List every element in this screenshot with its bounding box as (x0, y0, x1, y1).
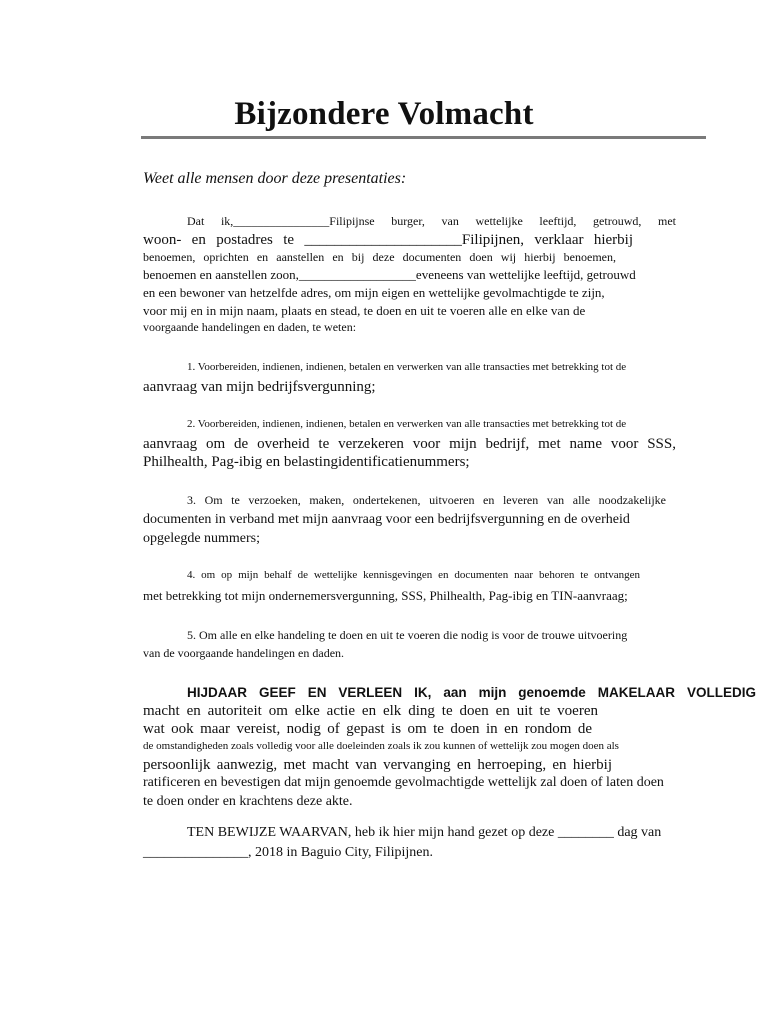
paragraph1-line: benoemen, oprichten en aanstellen en bij deze documenten doen wij hierbij benoemen, (143, 250, 616, 264)
title-divider (141, 136, 706, 139)
paragraph1-line: woon- en postadres te _____________________Filipijnen, verklaar hierbij (143, 232, 633, 248)
paragraph1-line: en een bewoner van hetzelfde adres, om mijn eigen en wettelijke gevolmachtigde te zijn, (143, 285, 605, 300)
witness-line: _______________, 2018 in Baguio City, Filipijnen. (143, 845, 433, 860)
item4-line: met betrekking tot mijn ondernemersvergunning, SSS, Philhealth, Pag-ibig en TIN-aanvraag; (143, 588, 628, 603)
item5-line: 5. Om alle en elke handeling te doen en uit te voeren die nodig is voor de trouwe uitvoering (187, 628, 628, 642)
grant-line: wat ook maar vereist, nodig of gepast is om te doen in en rondom de (143, 721, 592, 737)
item4-line: 4. om op mijn behalf de wettelijke kennisgevingen en documenten naar behoren te ontvangen (187, 569, 640, 581)
item1-line: aanvraag van mijn bedrijfsvergunning; (143, 379, 376, 395)
witness-line: TEN BEWIJZE WAARVAN, heb ik hier mijn hand gezet op deze ________ dag van (187, 825, 662, 840)
paragraph1-line: voorgaande handelingen en daden, te weten: (143, 320, 357, 334)
item3-line: 3. Om te verzoeken, maken, ondertekenen, uitvoeren en leveren van alle noodzakelijke (187, 493, 666, 507)
item3-line: documenten in verband met mijn aanvraag voor een bedrijfsvergunning en de overheid (143, 512, 630, 527)
item2-line: aanvraag om de overheid te verzekeren voor mijn bedrijf, met name voor SSS, (143, 436, 676, 452)
item1-line: 1. Voorbereiden, indienen, indienen, betalen en verwerken van alle transacties met betrekking tot de (187, 361, 627, 373)
grant-line: ratificeren en bevestigen dat mijn genoemde gevolmachtigde wettelijk zal doen of laten doen (143, 775, 664, 790)
grant-line: macht en autoriteit om elke actie en elk ding te doen en uit te voeren (143, 703, 598, 719)
grant-line: de omstandigheden zoals volledig voor alle doeleinden zoals ik zou kunnen of wettelijk zou mogen doen als (143, 740, 619, 752)
grant-line: persoonlijk aanwezig, met macht van vervanging en herroeping, en hierbij (143, 757, 612, 773)
paragraph1-line: benoemen en aanstellen zoon,__________________eveneens van wettelijke leeftijd, getrouwd (143, 267, 636, 282)
grant-line: HIJDAAR GEEF EN VERLEEN IK, aan mijn genoemde MAKELAAR VOLLEDIG (187, 685, 756, 700)
intro-line: Weet alle mensen door deze presentaties: (143, 170, 407, 187)
paragraph1-line: Dat ik,________________Filipijnse burger, van wettelijke leeftijd, getrouwd, met (187, 214, 676, 228)
item5-line: van de voorgaande handelingen en daden. (143, 646, 345, 660)
item2-line: Philhealth, Pag-ibig en belastingidentificatienummers; (143, 454, 470, 470)
item3-line: opgelegde nummers; (143, 531, 261, 546)
grant-line: te doen onder en krachtens deze akte. (143, 794, 353, 809)
document-title: Bijzondere Volmacht (234, 96, 534, 132)
item2-line: 2. Voorbereiden, indienen, indienen, betalen en verwerken van alle transacties met betrekking tot de (187, 418, 627, 430)
paragraph1-line: voor mij en in mijn naam, plaats en stead, te doen en uit te voeren alle en elke van de (143, 303, 586, 318)
